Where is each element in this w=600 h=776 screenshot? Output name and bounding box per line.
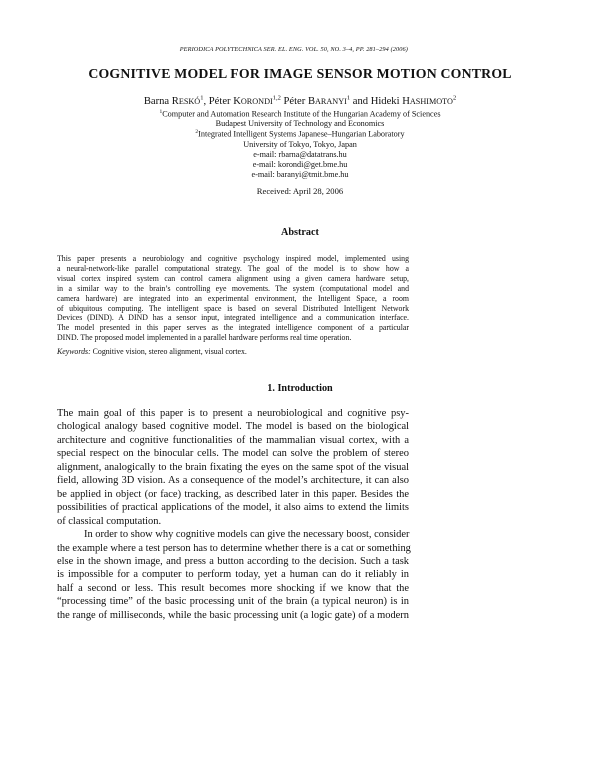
affiliation-2-line-2: University of Tokyo, Tokyo, Japan [243, 140, 357, 149]
body-line: be applied in object (or face) tracking, as described later in this paper. Besides the [57, 488, 409, 500]
body-line: else in the shown image, and press a button according to the decision. Such a task [57, 555, 409, 567]
author: Péter BARANYI$^1$ and [283, 94, 371, 107]
abstract-line: a neural-network-like parallel computational strategy. The goal of the model is to show how a [57, 263, 409, 273]
body-line: special respect on the binocular cells. The model can solve the problem of stereo [57, 448, 409, 460]
body-line: the example where a test person has to determine whether there is a cat or something [57, 542, 411, 554]
body-line: architecture and cognitive functionalities of the mammalian visual cortex, with a [57, 434, 409, 446]
author: Péter KORONDI$^{1,2}$ [208, 94, 281, 107]
paper-title: COGNITIVE MODEL FOR IMAGE SENSOR MOTION CONTROL [88, 66, 512, 81]
email-line: e-mail: korondi@get.bme.hu [252, 160, 348, 169]
abstract-body [57, 254, 409, 343]
affiliation-1-line-1: $^1$Computer and Automation Research Institute of the Hungarian Academy of Sciences [159, 109, 441, 119]
abstract-line: This paper presents a neurobiology and cognitive psychology inspired model, implemented using [57, 254, 409, 263]
body-line: possibilities of practical applications of the model, it also aims to extend the limits [57, 502, 409, 514]
body-line: “processing time” of the basic processing unit of the brain (a typical neuron) is in [57, 596, 409, 608]
author: Hideki HASHIMOTO$^2$ [370, 94, 457, 107]
affiliation-2-line-1: $^2$Integrated Intelligent Systems Japanese–Hungarian Laboratory [195, 129, 405, 139]
body-line: of classical computation. [57, 515, 162, 527]
affiliation-1-line-2: Budapest University of Technology and Economics [215, 119, 385, 128]
abstract-heading: Abstract [281, 227, 319, 238]
author-list [0, 94, 600, 107]
email-line: e-mail: rbarna@datatrans.hu [253, 150, 347, 159]
abstract-line: in a similar way to the brain’s controlling eye movements. The system (computational model and [57, 283, 409, 293]
email-line: e-mail: baranyi@tmit.bme.hu [251, 170, 349, 179]
abstract-line: camera hardware) are integrated into an experimental environment, the Intelligent Space, a room [57, 293, 409, 303]
body-line: field, allowing 3D vision. As a consequence of the model’s architecture, it can also [57, 475, 409, 487]
journal-header: PERIODICA POLYTECHNICA SER. EL. ENG. VOL. 50, NO. 3–4, PP. 281–294 (2006) [179, 46, 408, 53]
body-line: alignment, analogically to the brain fixating the eyes on the same spot of the visual [57, 461, 409, 473]
abstract-line: DIND. The proposed model implemented in a parallel hardware performs real time operation. [57, 333, 352, 343]
body-line: is impossible for a computer to perform today, yet a human can do it reliably in [57, 569, 409, 581]
introduction-body [57, 407, 409, 622]
body-line: half a second or less. This result becomes more shocking if we know that the [57, 582, 409, 594]
abstract-line: visual cortex inspired system can control camera alignment using a given camera hardware setup, [57, 273, 409, 283]
body-line: In order to show why cognitive models can give the necessary boost, consider [84, 529, 410, 541]
received-date: Received: April 28, 2006 [256, 186, 344, 196]
body-line: chological analogy based cognitive model. The model is based on the biological [57, 421, 409, 433]
body-line: the range of milliseconds, while the basic processing unit (a logic gate) of a modern [57, 609, 409, 621]
abstract-line: Devices (DIND). A DIND has a sensor input, integrated intelligence and a communication interface. [57, 313, 409, 323]
body-line: The main goal of this paper is to present a neurobiological and cognitive psy- [57, 408, 409, 419]
abstract-line: The model presented in this paper serves as the integrated intelligence component of a particular [57, 323, 409, 333]
keywords-text: Cognitive vision, stereo alignment, visual cortex. [90, 347, 247, 356]
keywords-label: Keywords: [57, 347, 91, 356]
abstract-line: of ubiquitous computing. The intelligent space is based on several Distributed Intelligent Network [57, 303, 409, 313]
author: Barna RESKÓ$^1$, [143, 94, 209, 107]
keywords [57, 347, 409, 356]
section-heading: 1. Introduction [267, 383, 333, 394]
